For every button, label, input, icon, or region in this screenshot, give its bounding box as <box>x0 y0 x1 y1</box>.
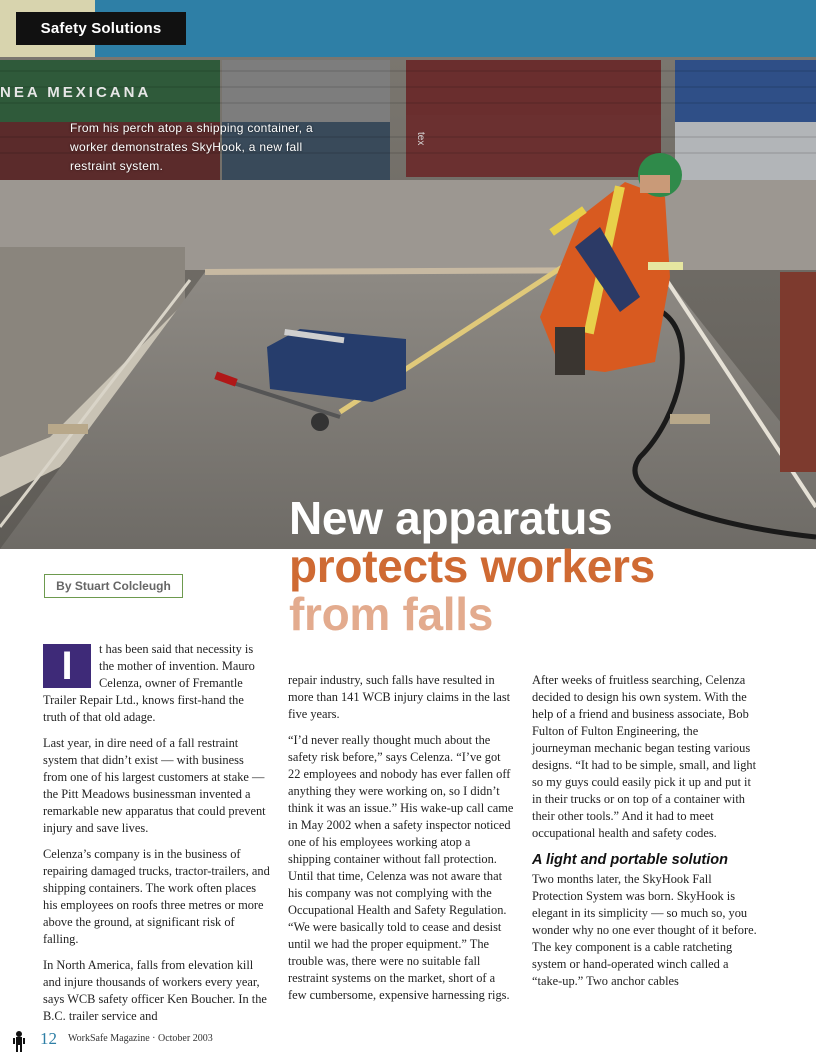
container-lettering: NEA MEXICANA <box>0 84 152 101</box>
headline <box>289 494 655 638</box>
header-bar <box>95 0 816 57</box>
byline: By Stuart Colcleugh <box>44 574 183 598</box>
paragraph: “I’d never really thought much about the safety risk before,” says Celenza. “I’ve got 22 employees and nobody has ever fallen off anything they were working on, so I didn’t think it was an issue.” His wake-up call came in May 2002 when a safety inspector noticed one of his employees working atop a shipping container without fall protection. Until that time, Celenza was not aware that his company was not complying with the Occupational Health and Safety Regulation. “We were basically told to cease and desist until we had the proper equipment.” The trouble was, there were no suitable fall restraint systems on the market, short of a few cumbersome, expensive harnessing rigs. <box>288 733 514 1002</box>
article-column-2 <box>288 672 514 1013</box>
container-lettering-2: tex <box>415 132 426 146</box>
paragraph: Celenza’s company is in the business of repairing damaged trucks, tractor-trailers, and shipping containers. The work often places his employees on roofs three metres or more above the ground, at significant risk of falling. <box>43 847 270 946</box>
article-column-1 <box>43 641 270 1034</box>
section-tag: Safety Solutions <box>16 12 186 45</box>
drop-cap: I <box>43 644 91 688</box>
paragraph: In North America, falls from elevation kill and injure thousands of workers every year, says WCB safety officer Ken Boucher. In the B.C. trailer service and <box>43 958 267 1023</box>
paragraph: Last year, in dire need of a fall restraint system that didn’t exist — with business from one of his largest customers at stake — the Pitt Meadows businessman invented a remarkable new apparatus that could prevent injury and save lives. <box>43 736 266 835</box>
headline-line-3: from falls <box>289 588 494 640</box>
subheading: A light and portable solution <box>532 852 729 868</box>
paragraph: t has been said that necessity is the mother of invention. Mauro Celenza, owner of Fremantle Trailer Repair Ltd., knows first-hand the truth of that old adage. <box>43 642 255 724</box>
page-number: 12 <box>40 1029 57 1048</box>
headline-line-1: New apparatus <box>289 492 613 544</box>
headline-line-2: protects workers <box>289 540 655 592</box>
paragraph: repair industry, such falls have resulted in more than 141 WCB injury claims in the last five years. <box>288 673 511 721</box>
footer-publication: WorkSafe Magazine · October 2003 <box>68 1033 213 1044</box>
worker-silhouette-icon <box>10 1030 28 1052</box>
paragraph: Two months later, the SkyHook Fall Protection System was born. SkyHook is elegant in its simplicity — so much so, you wonder why no one ever thought of it before. The key component is a cable ratcheting system or hand-operated winch called a “take-up.” Two anchor cables <box>532 872 757 988</box>
photo-caption: From his perch atop a shipping container, a worker demonstrates SkyHook, a new fall restraint system. <box>70 121 314 173</box>
article-column-3 <box>532 672 760 999</box>
paragraph: After weeks of fruitless searching, Celenza decided to design his own system. With the help of a friend and business associate, Bob Fulton of Fulton Engineering, the journeyman mechanic began testing various designs. “It had to be simple, small, and light so my guys could easily pick it up and put it in their trucks or on top of a container with their other tools.” And it had to meet occupational health and safety codes. <box>532 673 757 840</box>
